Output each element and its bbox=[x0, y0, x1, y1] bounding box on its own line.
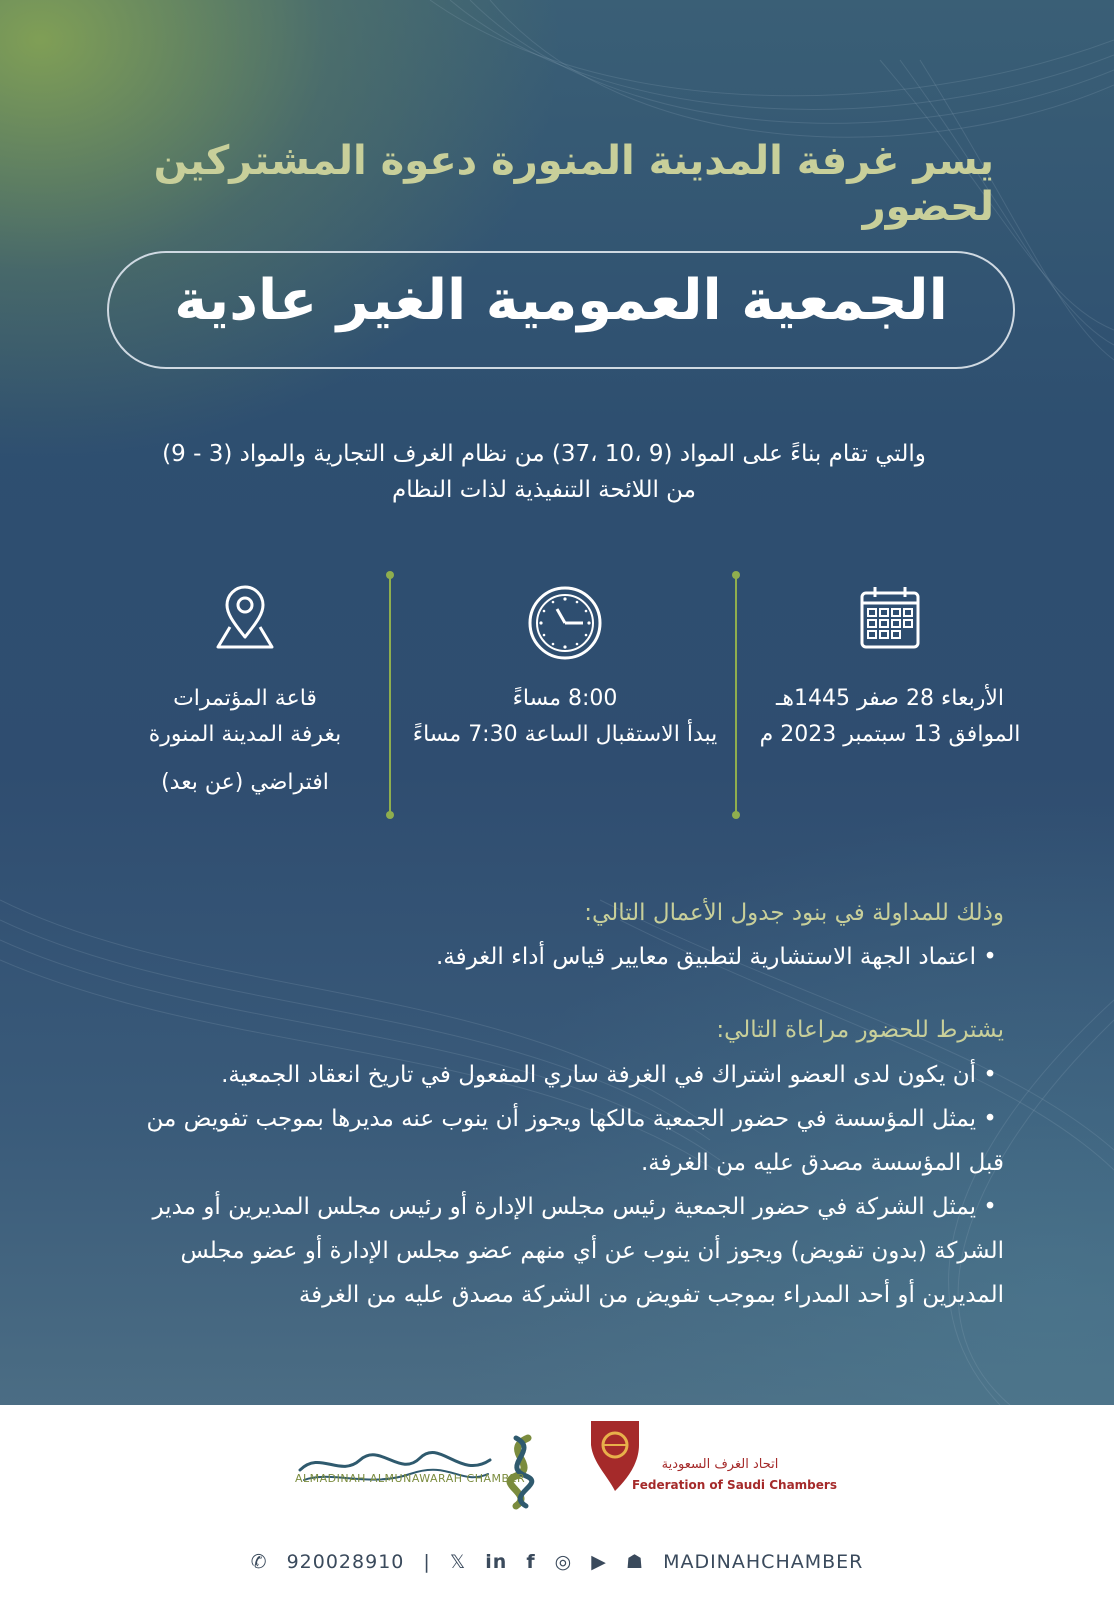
legal-basis-line-2: من اللائحة التنفيذية لذات النظام bbox=[391, 477, 696, 503]
requirement-item: •أن يكون لدى العضو اشتراك في الغرفة ساري المفعول في تاريخ انعقاد الجمعية. •يمثل المؤسسة في حضور الجمعية مالكها ويجوز أن ينوب عنه مديرها بموجب تفويض من قبل المؤسسة مصدق عليه من الغرفة. •يمثل الشركة في حضور الجمعية رئيس مجلس الإدارة أو رئيس مجلس المديرين أو مدير الشركة (بدون تفويض) ويجوز أن ينوب عن أي منهم عضو مجلس الإدارة أو عضو مجلس المديرين أو أحد المدراء بموجب تفويض من الشركة مصدق عليه من الغرفة bbox=[84, 1053, 1004, 1317]
location-info bbox=[110, 585, 380, 801]
invitation-intro: يسر غرفة المدينة المنورة دعوة المشتركين لحضور bbox=[153, 138, 994, 230]
bullet-icon: • bbox=[983, 1194, 997, 1220]
requirements-heading: يشترط للحضور مراعاة التالي: bbox=[716, 1017, 1004, 1043]
legal-basis bbox=[94, 436, 994, 508]
meeting-time: 8:00 مساءً bbox=[512, 686, 618, 711]
linkedin-icon[interactable]: in bbox=[485, 1550, 508, 1573]
hijri-date: الأربعاء 28 صفر 1445هـ bbox=[775, 686, 1005, 711]
gregorian-date: الموافق 13 سبتمبر 2023 م bbox=[759, 722, 1021, 747]
clock-icon bbox=[527, 585, 603, 661]
time-info bbox=[405, 585, 725, 753]
instagram-icon[interactable]: ◎ bbox=[554, 1550, 573, 1573]
venue-place: بغرفة المدينة المنورة bbox=[148, 722, 342, 747]
federation-name-english: Federation of Saudi Chambers bbox=[632, 1478, 837, 1492]
chamber-logo-english: ALMADINAH ALMUNAWARAH CHAMBER bbox=[295, 1472, 526, 1485]
bullet-icon: • bbox=[983, 1106, 997, 1132]
bullet-icon: • bbox=[983, 1062, 997, 1088]
facebook-icon[interactable]: f bbox=[526, 1550, 536, 1573]
page-title: الجمعية العمومية الغير عادية bbox=[174, 268, 948, 333]
phone-number[interactable]: 920028910 bbox=[286, 1550, 405, 1573]
divider-line bbox=[735, 575, 737, 815]
venue-name: قاعة المؤتمرات bbox=[173, 686, 317, 711]
snapchat-icon[interactable]: ☗ bbox=[625, 1550, 645, 1573]
divider-line bbox=[389, 575, 391, 815]
legal-basis-line-1: والتي تقام بناءً على المواد (9 ،10 ،37) من نظام الغرف التجارية والمواد (3 - 9) bbox=[162, 441, 926, 467]
social-handle[interactable]: MADINAHCHAMBER bbox=[663, 1550, 864, 1573]
phone-icon: ✆ bbox=[250, 1550, 268, 1573]
bullet-icon: • bbox=[983, 944, 997, 970]
agenda-item: •اعتماد الجهة الاستشارية لتطبيق معايير قياس أداء الغرفة. bbox=[84, 935, 1004, 979]
contact-bar bbox=[0, 1550, 1114, 1573]
madinah-chamber-logo bbox=[290, 1430, 550, 1510]
youtube-icon[interactable]: ▶ bbox=[591, 1550, 607, 1573]
calendar-icon bbox=[859, 585, 921, 651]
federation-name-arabic: اتحاد الغرف السعودية bbox=[661, 1457, 779, 1472]
x-icon[interactable]: 𝕏 bbox=[449, 1550, 467, 1573]
virtual-option: افتراضي (عن بعد) bbox=[161, 770, 329, 795]
date-info bbox=[755, 585, 1025, 753]
agenda-heading: وذلك للمداولة في بنود جدول الأعمال التالي: bbox=[584, 900, 1004, 926]
reception-time: يبدأ الاستقبال الساعة 7:30 مساءً bbox=[412, 722, 718, 747]
separator: | bbox=[423, 1550, 431, 1573]
location-pin-icon bbox=[210, 585, 280, 651]
